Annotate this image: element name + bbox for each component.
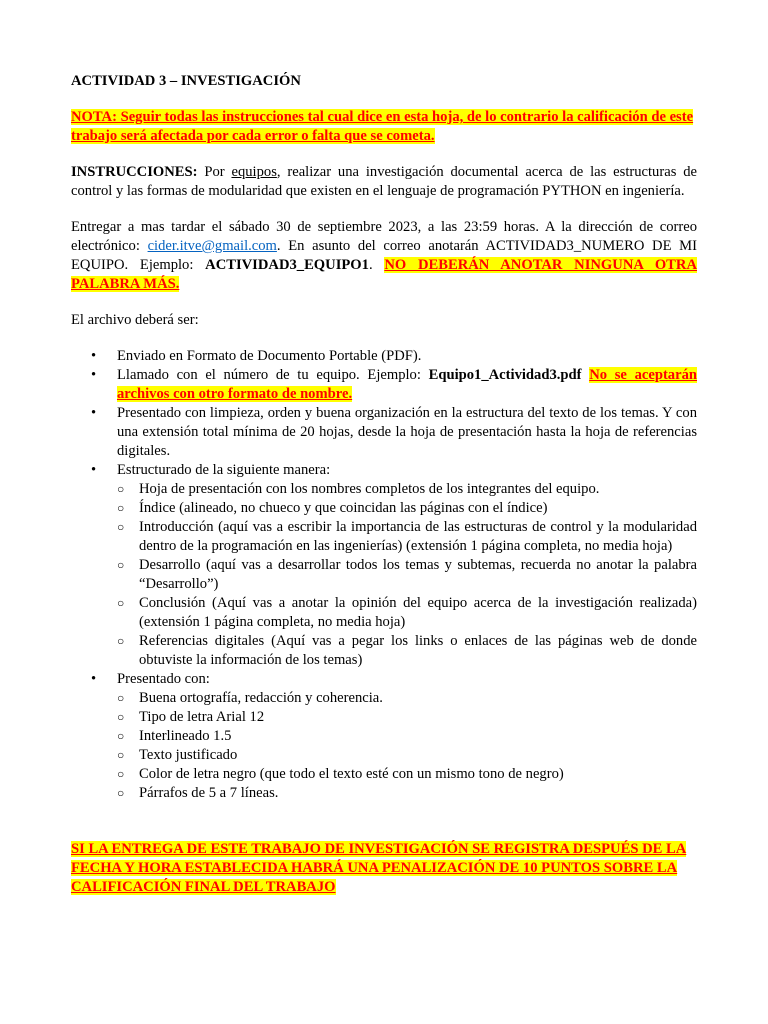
bullet-icon: • — [91, 367, 97, 383]
structure-sublist — [117, 480, 697, 670]
sublist-item — [117, 765, 697, 784]
sublist-item-text: Tipo de letra Arial 12 — [139, 709, 265, 725]
list-item — [71, 404, 697, 461]
sublist-item-text: Referencias digitales (Aquí vas a pegar los links o enlaces de las páginas web de donde obtuviste la información de los temas) — [139, 633, 697, 668]
circle-bullet-icon: ○ — [117, 520, 125, 534]
sublist-item — [117, 480, 697, 499]
sublist-item-text: Desarrollo (aquí vas a desarrollar todos los temas y subtemas, recuerda no anotar la palabra “Desarrollo”) — [139, 557, 697, 592]
email-link[interactable]: cider.itve@gmail.com — [147, 238, 277, 254]
sublist-item — [117, 727, 697, 746]
document-title: ACTIVIDAD 3 – INVESTIGACIÓN — [71, 73, 301, 89]
entrega-paragraph — [71, 218, 697, 294]
sublist-item — [117, 594, 697, 632]
instrucciones-label: INSTRUCCIONES: — [71, 164, 198, 180]
instrucciones-post: , realizar una investigación documental acerca de las estructuras de control y las formas de modularidad que existen en el lenguaje de programación PYTHON en ingeniería. — [71, 164, 697, 199]
sublist-item — [117, 556, 697, 594]
sublist-item — [117, 746, 697, 765]
nota-text: NOTA: Seguir todas las instrucciones tal cual dice en esta hoja, de lo contrario la calificación de este trabajo será afectada por cada error o falta que se cometa. — [71, 109, 694, 144]
list-item-text: Presentado con: — [117, 671, 210, 687]
example-filename: Equipo1_Actividad3.pdf — [428, 367, 582, 383]
sublist-item-text: Índice (alineado, no chueco y que coincidan las páginas con el índice) — [139, 500, 548, 516]
circle-bullet-icon: ○ — [117, 596, 125, 610]
nota-paragraph — [71, 108, 697, 146]
bullet-icon: • — [91, 462, 97, 478]
entrega-dot: . — [368, 257, 385, 273]
instrucciones-equipos: equipos — [231, 164, 277, 180]
document-body — [71, 72, 697, 897]
list-item — [71, 670, 697, 803]
sublist-item — [117, 518, 697, 556]
circle-bullet-icon: ○ — [117, 767, 125, 781]
list-item-text: Estructurado de la siguiente manera: — [117, 462, 331, 478]
sublist-item-text: Buena ortografía, redacción y coherencia. — [139, 690, 383, 706]
circle-bullet-icon: ○ — [117, 729, 125, 743]
sublist-item-text: Párrafos de 5 a 7 líneas. — [139, 785, 279, 801]
sublist-item-text: Texto justificado — [139, 747, 238, 763]
circle-bullet-icon: ○ — [117, 691, 125, 705]
entrega-ejemplo: ACTIVIDAD3_EQUIPO1 — [205, 257, 369, 273]
filename-warning: No se aceptarán archivos con otro formato de nombre. — [117, 367, 697, 402]
circle-bullet-icon: ○ — [117, 786, 125, 800]
circle-bullet-icon: ○ — [117, 482, 125, 496]
list-item — [71, 461, 697, 670]
final-warning-paragraph — [71, 840, 697, 897]
sublist-item — [117, 708, 697, 727]
circle-bullet-icon: ○ — [117, 710, 125, 724]
list-item — [71, 347, 697, 366]
sublist-item-text: Color de letra negro (que todo el texto esté con un mismo tono de negro) — [139, 766, 564, 782]
sublist-item-text: Introducción (aquí vas a escribir la importancia de las estructuras de control y la modularidad dentro de la programación en las ingenierías) (extensión 1 página completa, no media hoja) — [139, 519, 697, 554]
final-warning: SI LA ENTREGA DE ESTE TRABAJO DE INVESTIGACIÓN SE REGISTRA DESPUÉS DE LA FECHA Y HORA ESTABLECIDA HABRÁ UNA PENALIZACIÓN DE 10 PUNTOS SOBRE LA CALIFICACIÓN FINAL DEL TRABAJO — [71, 841, 687, 895]
requirements-list — [71, 347, 697, 803]
sublist-item-text: Hoja de presentación con los nombres completos de los integrantes del equipo. — [139, 481, 600, 497]
sublist-item — [117, 499, 697, 518]
circle-bullet-icon: ○ — [117, 501, 125, 515]
sublist-item — [117, 784, 697, 803]
sublist-item-text: Conclusión (Aquí vas a anotar la opinión del equipo acerca de la investigación realizada) (extensión 1 página completa, no media hoja) — [139, 595, 697, 630]
presentation-sublist — [117, 689, 697, 803]
entrega-mid: . En asunto del correo anotarán ACTIVIDAD3_NUMERO DE MI EQUIPO. Ejemplo: — [71, 238, 697, 273]
sublist-item — [117, 689, 697, 708]
bullet-icon: • — [91, 671, 97, 687]
instrucciones-paragraph — [71, 163, 697, 201]
archivo-intro: El archivo deberá ser: — [71, 312, 199, 328]
sublist-item-text: Interlineado 1.5 — [139, 728, 232, 744]
list-item-text: Llamado con el número de tu equipo. Ejemplo: — [117, 367, 429, 383]
bullet-icon: • — [91, 405, 97, 421]
list-item-text: Enviado en Formato de Documento Portable (PDF). — [117, 348, 422, 364]
sublist-item — [117, 632, 697, 670]
list-item-text: Presentado con limpieza, orden y buena organización en la estructura del texto de los temas. Y con una extensión total mínima de 20 hojas, desde la hoja de presentación hasta la hoja de referencias digitales. — [117, 405, 697, 459]
bullet-icon: • — [91, 348, 97, 364]
instrucciones-pre: Por — [197, 164, 232, 180]
circle-bullet-icon: ○ — [117, 634, 125, 648]
circle-bullet-icon: ○ — [117, 558, 125, 572]
circle-bullet-icon: ○ — [117, 748, 125, 762]
entrega-pre: Entregar a mas tardar el sábado 30 de septiembre 2023, a las 23:59 horas. A la dirección de correo electrónico: — [71, 219, 697, 254]
entrega-warning: NO DEBERÁN ANOTAR NINGUNA OTRA PALABRA MÁS. — [71, 257, 697, 292]
list-item — [71, 366, 697, 404]
